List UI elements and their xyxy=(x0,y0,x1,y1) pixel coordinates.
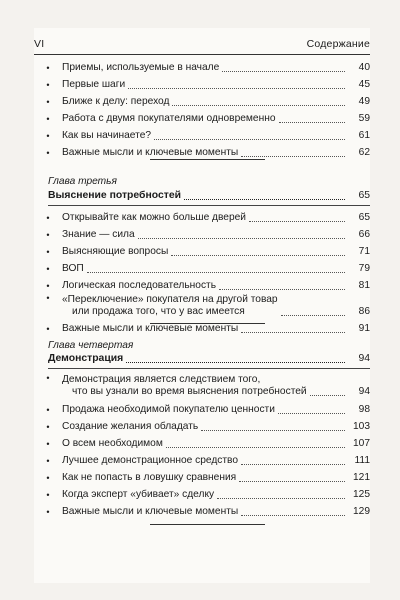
dot-leader xyxy=(222,71,345,72)
chapter-title-row xyxy=(48,351,370,365)
toc-entry xyxy=(34,94,370,108)
toc-entry xyxy=(34,145,370,159)
toc-entry xyxy=(34,60,370,74)
toc-entry-page: 59 xyxy=(358,113,370,124)
bullet-icon: • xyxy=(46,264,50,274)
toc-entry-page: 61 xyxy=(358,130,370,141)
dot-leader xyxy=(172,105,345,106)
toc-entry-page: 62 xyxy=(358,147,370,158)
bullet-icon: • xyxy=(46,439,50,449)
toc-entry-line2: или продажа того, что у вас имеется xyxy=(72,306,245,317)
dot-leader xyxy=(166,447,345,448)
chapter-label: Глава четвертая xyxy=(48,340,134,351)
toc-entry-text: Лучшее демонстрационное средство xyxy=(62,455,239,466)
dot-leader xyxy=(239,481,345,482)
bullet-icon: • xyxy=(46,80,50,90)
chapter-label: Глава третья xyxy=(48,176,117,187)
toc-entry-line2: что вы узнали во время выяснения потребностей xyxy=(72,386,307,397)
toc-entry-text: Первые шаги xyxy=(62,79,126,90)
toc-entry xyxy=(34,227,370,241)
section-separator xyxy=(150,524,265,525)
dot-leader xyxy=(184,199,345,200)
toc-entry-page: 65 xyxy=(358,212,370,223)
toc-entry-text: Продажа необходимой покупателю ценности xyxy=(62,404,275,415)
toc-entry-page: 111 xyxy=(354,455,370,466)
chapter-title-row xyxy=(48,188,370,202)
toc-entry-text: О всем необходимом xyxy=(62,438,163,449)
toc-entry-page: 49 xyxy=(358,96,370,107)
dot-leader xyxy=(241,464,345,465)
dot-leader xyxy=(138,238,345,239)
toc-entry-page: 86 xyxy=(358,306,370,317)
toc-entry-page: 129 xyxy=(353,506,370,517)
toc-entry xyxy=(34,244,370,258)
toc-entry-page: 107 xyxy=(353,438,370,449)
toc-entry-text: Логическая последовательность xyxy=(62,280,217,291)
bullet-icon: • xyxy=(46,230,50,240)
dot-leader xyxy=(249,221,345,222)
dot-leader xyxy=(171,255,345,256)
toc-entry xyxy=(34,372,370,398)
dot-leader xyxy=(241,332,345,333)
toc-entry-page: 79 xyxy=(358,263,370,274)
dot-leader xyxy=(217,498,345,499)
toc-entry-text xyxy=(62,374,307,398)
dot-leader xyxy=(126,362,345,363)
toc-entry xyxy=(34,278,370,292)
toc-entry-page: 45 xyxy=(358,79,370,90)
toc-entry-text: Работа с двумя покупателями одновременно xyxy=(62,113,276,124)
toc-entry-text: Важные мысли и ключевые моменты xyxy=(62,323,239,334)
bullet-icon: • xyxy=(46,405,50,415)
toc-entry-line1: «Переключение» покупателя на другой товар xyxy=(62,294,278,305)
dot-leader xyxy=(154,139,345,140)
toc-entry-page: 91 xyxy=(358,323,370,334)
toc-entry-text: Выясняющие вопросы xyxy=(62,246,169,257)
toc-entry xyxy=(34,292,370,318)
toc-entry xyxy=(34,261,370,275)
bullet-icon: • xyxy=(46,293,50,303)
toc-entry xyxy=(34,504,370,518)
toc-entry-text: Важные мысли и ключевые моменты xyxy=(62,147,239,158)
dot-leader xyxy=(201,430,345,431)
chapter-title-rule xyxy=(48,205,370,206)
bullet-icon: • xyxy=(46,281,50,291)
toc-entry xyxy=(34,419,370,433)
page-numeral: VI xyxy=(34,38,45,50)
toc-entry xyxy=(34,128,370,142)
dot-leader xyxy=(87,272,345,273)
toc-entry-text: Создание желания обладать xyxy=(62,421,199,432)
dot-leader xyxy=(281,315,345,316)
toc-entry xyxy=(34,470,370,484)
bullet-icon: • xyxy=(46,373,50,383)
toc-entry-page: 103 xyxy=(353,421,370,432)
bullet-icon: • xyxy=(46,507,50,517)
toc-entry-page: 81 xyxy=(358,280,370,291)
chapter-title: Выяснение потребностей xyxy=(48,190,181,201)
toc-entry-page: 121 xyxy=(353,472,370,483)
bullet-icon: • xyxy=(46,247,50,257)
bullet-icon: • xyxy=(46,97,50,107)
header-rule xyxy=(34,54,370,55)
toc-entry-page: 40 xyxy=(358,62,370,73)
bullet-icon: • xyxy=(46,131,50,141)
toc-entry-page: 66 xyxy=(358,229,370,240)
bullet-icon: • xyxy=(46,114,50,124)
toc-entry-text: Ближе к делу: переход xyxy=(62,96,170,107)
section-separator xyxy=(150,159,265,160)
chapter-page: 65 xyxy=(358,190,370,201)
bullet-icon: • xyxy=(46,63,50,73)
chapter-title: Демонстрация xyxy=(48,353,124,364)
toc-entry xyxy=(34,436,370,450)
toc-entry-page: 94 xyxy=(358,386,370,397)
toc-entry-page: 98 xyxy=(358,404,370,415)
toc-entry-text: ВОП xyxy=(62,263,84,274)
bullet-icon: • xyxy=(46,490,50,500)
bullet-icon: • xyxy=(46,213,50,223)
toc-entry xyxy=(34,111,370,125)
bullet-icon: • xyxy=(46,324,50,334)
toc-entry-text: Как не попасть в ловушку сравнения xyxy=(62,472,237,483)
dot-leader xyxy=(241,156,345,157)
toc-entry xyxy=(34,453,370,467)
dot-leader xyxy=(278,413,345,414)
chapter-title-rule xyxy=(48,368,370,369)
section-separator xyxy=(150,323,265,324)
toc-entry-text: Как вы начинаете? xyxy=(62,130,152,141)
bullet-icon: • xyxy=(46,422,50,432)
dot-leader xyxy=(219,289,345,290)
bullet-icon: • xyxy=(46,148,50,158)
toc-entry-text: Приемы, используемые в начале xyxy=(62,62,220,73)
toc-entry xyxy=(34,210,370,224)
toc-entry-text: Знание — сила xyxy=(62,229,135,240)
toc-entry-page: 71 xyxy=(358,246,370,257)
toc-entry-text: Открывайте как можно больше дверей xyxy=(62,212,246,223)
chapter-page: 94 xyxy=(358,353,370,364)
bullet-icon: • xyxy=(46,473,50,483)
toc-entry xyxy=(34,487,370,501)
bullet-icon: • xyxy=(46,456,50,466)
dot-leader xyxy=(279,122,345,123)
toc-entry xyxy=(34,77,370,91)
toc-entry-text xyxy=(62,294,278,318)
toc-entry-text: Когда эксперт «убивает» сделку xyxy=(62,489,215,500)
dot-leader xyxy=(241,515,345,516)
running-head-section: Содержание xyxy=(306,38,370,50)
dot-leader xyxy=(310,395,345,396)
toc-entry-text: Важные мысли и ключевые моменты xyxy=(62,506,239,517)
dot-leader xyxy=(128,88,345,89)
toc-entry xyxy=(34,402,370,416)
toc-entry-page: 125 xyxy=(353,489,370,500)
toc-entry-line1: Демонстрация является следствием того, xyxy=(62,374,261,385)
